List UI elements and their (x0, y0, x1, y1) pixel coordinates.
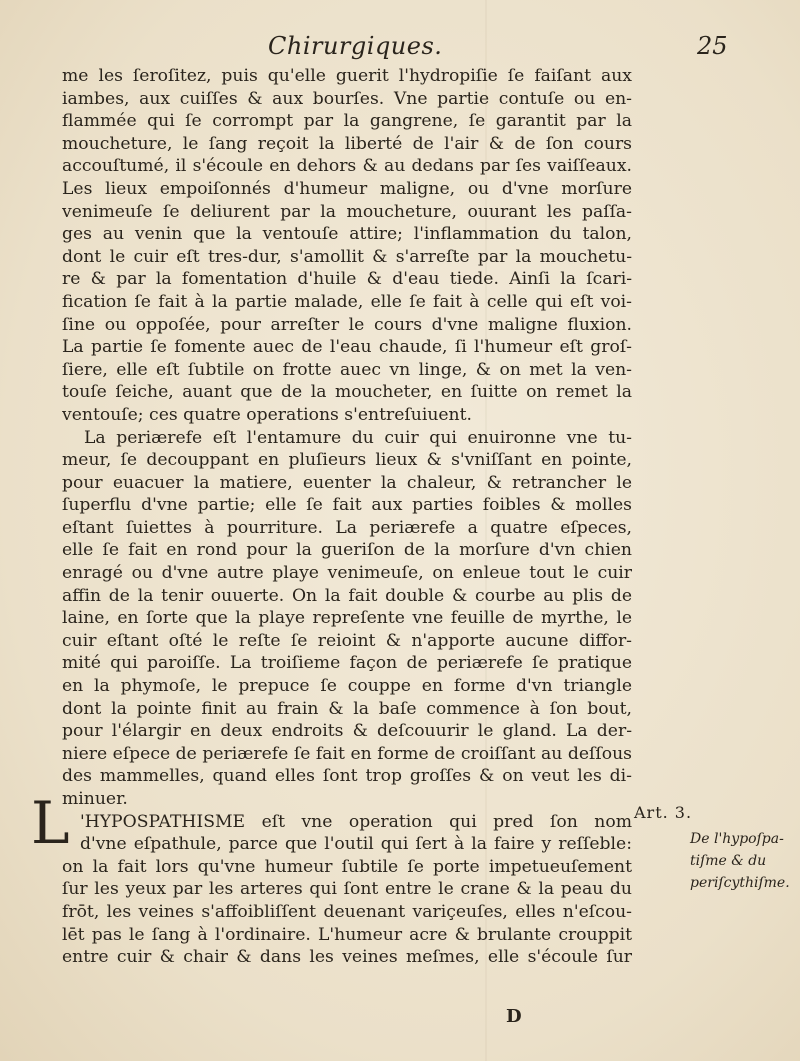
text-line: dont la pointe finit au frain & la baſe commence à ſon bout, (62, 698, 632, 719)
text-line: Les lieux empoiſonnés d'humeur maligne, ou d'vne morſure (62, 178, 632, 199)
text-line: on la fait lors qu'vne humeur ſubtile ſe porte impetueuſement (62, 856, 632, 877)
text-line: lēt pas le ſang à l'ordinaire. L'humeur acre & brulante crouppit (62, 924, 632, 945)
text-line: La partie ſe fomente auec de l'eau chaude, ſi l'humeur eſt groſ- (62, 337, 632, 358)
text-line: ſur les yeux par les arteres qui ſont entre le crane & la peau du (62, 879, 632, 900)
text-line: dont le cuir eſt tres-dur, s'amollit & s'arreſte par la mouchetu- (62, 246, 632, 267)
text-line: ventouſe; ces quatre operations s'entreſuiuent. (62, 404, 472, 425)
text-line: entre cuir & chair & dans les veines meſmes, elle s'écoule ſur (62, 947, 632, 968)
text-line: enragé ou d'vne autre playe venimeuſe, on enleue tout le cuir (62, 563, 632, 584)
text-line: mité qui paroiſſe. La troiſieme façon de periærefe ſe pratique (62, 653, 632, 674)
text-line: moucheture, le ſang reçoit la liberté de l'air & de ſon cours (62, 133, 632, 154)
margin-note-line: periſcythiſme. (690, 875, 790, 891)
text-line: cuir eſtant oſté le reſte ſe reioint & n'apporte aucune diffor- (62, 630, 632, 651)
text-line: La periærefe eſt l'entamure du cuir qui enuironne vne tu- (84, 427, 632, 448)
text-line: niere eſpece de periærefe ſe fait en forme de croiſſant au deſſous (62, 743, 632, 764)
text-line: affin de la tenir ouuerte. On la fait double & courbe au plis de (62, 585, 632, 606)
text-line: meur, ſe decouppant en pluſieurs lieux & s'vniſſant en pointe, (62, 450, 632, 471)
text-line: venimeuſe ſe deliurent par la moucheture, ouurant les paſſa- (62, 201, 632, 222)
text-line: d'vne eſpathule, parce que l'outil qui ſert à la faire y reſſeble: (80, 834, 632, 855)
text-line: ſiere, elle eſt ſubtile on frotte auec vn linge, & on met la ven- (62, 359, 632, 380)
text-line: 'HYPOSPATHISME eſt vne operation qui pred ſon nom (80, 811, 632, 832)
margin-note-line: De l'hypoſpa- (690, 831, 784, 847)
page-number: 25 (697, 32, 728, 60)
text-line: ſine ou oppoſée, pour arreſter le cours d'vne maligne fluxion. (62, 314, 632, 335)
signature-mark: D (506, 1006, 522, 1027)
text-line: eſtant ſuiettes à pourriture. La periærefe a quatre eſpeces, (62, 517, 632, 538)
text-line: pour euacuer la matiere, euenter la chaleur, & retrancher le (62, 472, 632, 493)
text-line: pour l'élargir en deux endroits & deſcouurir le gland. La der- (62, 721, 632, 742)
body-text (62, 65, 632, 969)
running-head (0, 30, 800, 70)
text-line: minuer. (62, 789, 128, 809)
text-line: re & par la fomentation d'huile & d'eau tiede. Ainſi la ſcari- (62, 269, 632, 290)
text-line: en la phymoſe, le prepuce ſe couppe en forme d'vn triangle (62, 676, 632, 697)
text-line: flammée qui ſe corrompt par la gangrene, ſe garantit par la (62, 111, 632, 132)
text-line: frōt, les veines s'affoibliſſent deuenant variçeuſes, elles n'eſcou- (62, 901, 632, 922)
text-line: laine, en ſorte que la playe repreſente vne feuille de myrthe, le (62, 608, 632, 629)
margin-note (690, 828, 790, 894)
running-title: Chirurgiques. (268, 32, 443, 60)
text-line: fication ſe fait à la partie malade, elle ſe fait à celle qui eſt voi- (62, 291, 632, 312)
text-line: des mammelles, quand elles ſont trop groſſes & on veut les di- (62, 766, 632, 787)
text-line: ges au venin que la ventouſe attire; l'inflammation du talon, (62, 224, 632, 245)
text-line: me les ſeroſitez, puis qu'elle guerit l'hydropiſie ſe faiſant aux (62, 66, 632, 86)
text-line: elle ſe fait en rond pour la gueriſon de la morſure d'vn chien (62, 540, 632, 561)
text-line: accouſtumé, il s'écoule en dehors & au dedans par ſes vaiſſeaux. (62, 156, 632, 177)
margin-note-line: tiſme & du (690, 853, 767, 869)
article-label: Art. 3. (634, 803, 693, 822)
drop-cap: L (31, 789, 70, 857)
text-line: touſe ſeiche, auant que de la moucheter, en ſuitte on remet la (62, 382, 632, 403)
text-line: iambes, aux cuiſſes & aux bourſes. Vne partie contuſe ou en- (62, 88, 632, 109)
text-line: ſuperflu d'vne partie; elle ſe fait aux parties foibles & molles (62, 495, 632, 516)
